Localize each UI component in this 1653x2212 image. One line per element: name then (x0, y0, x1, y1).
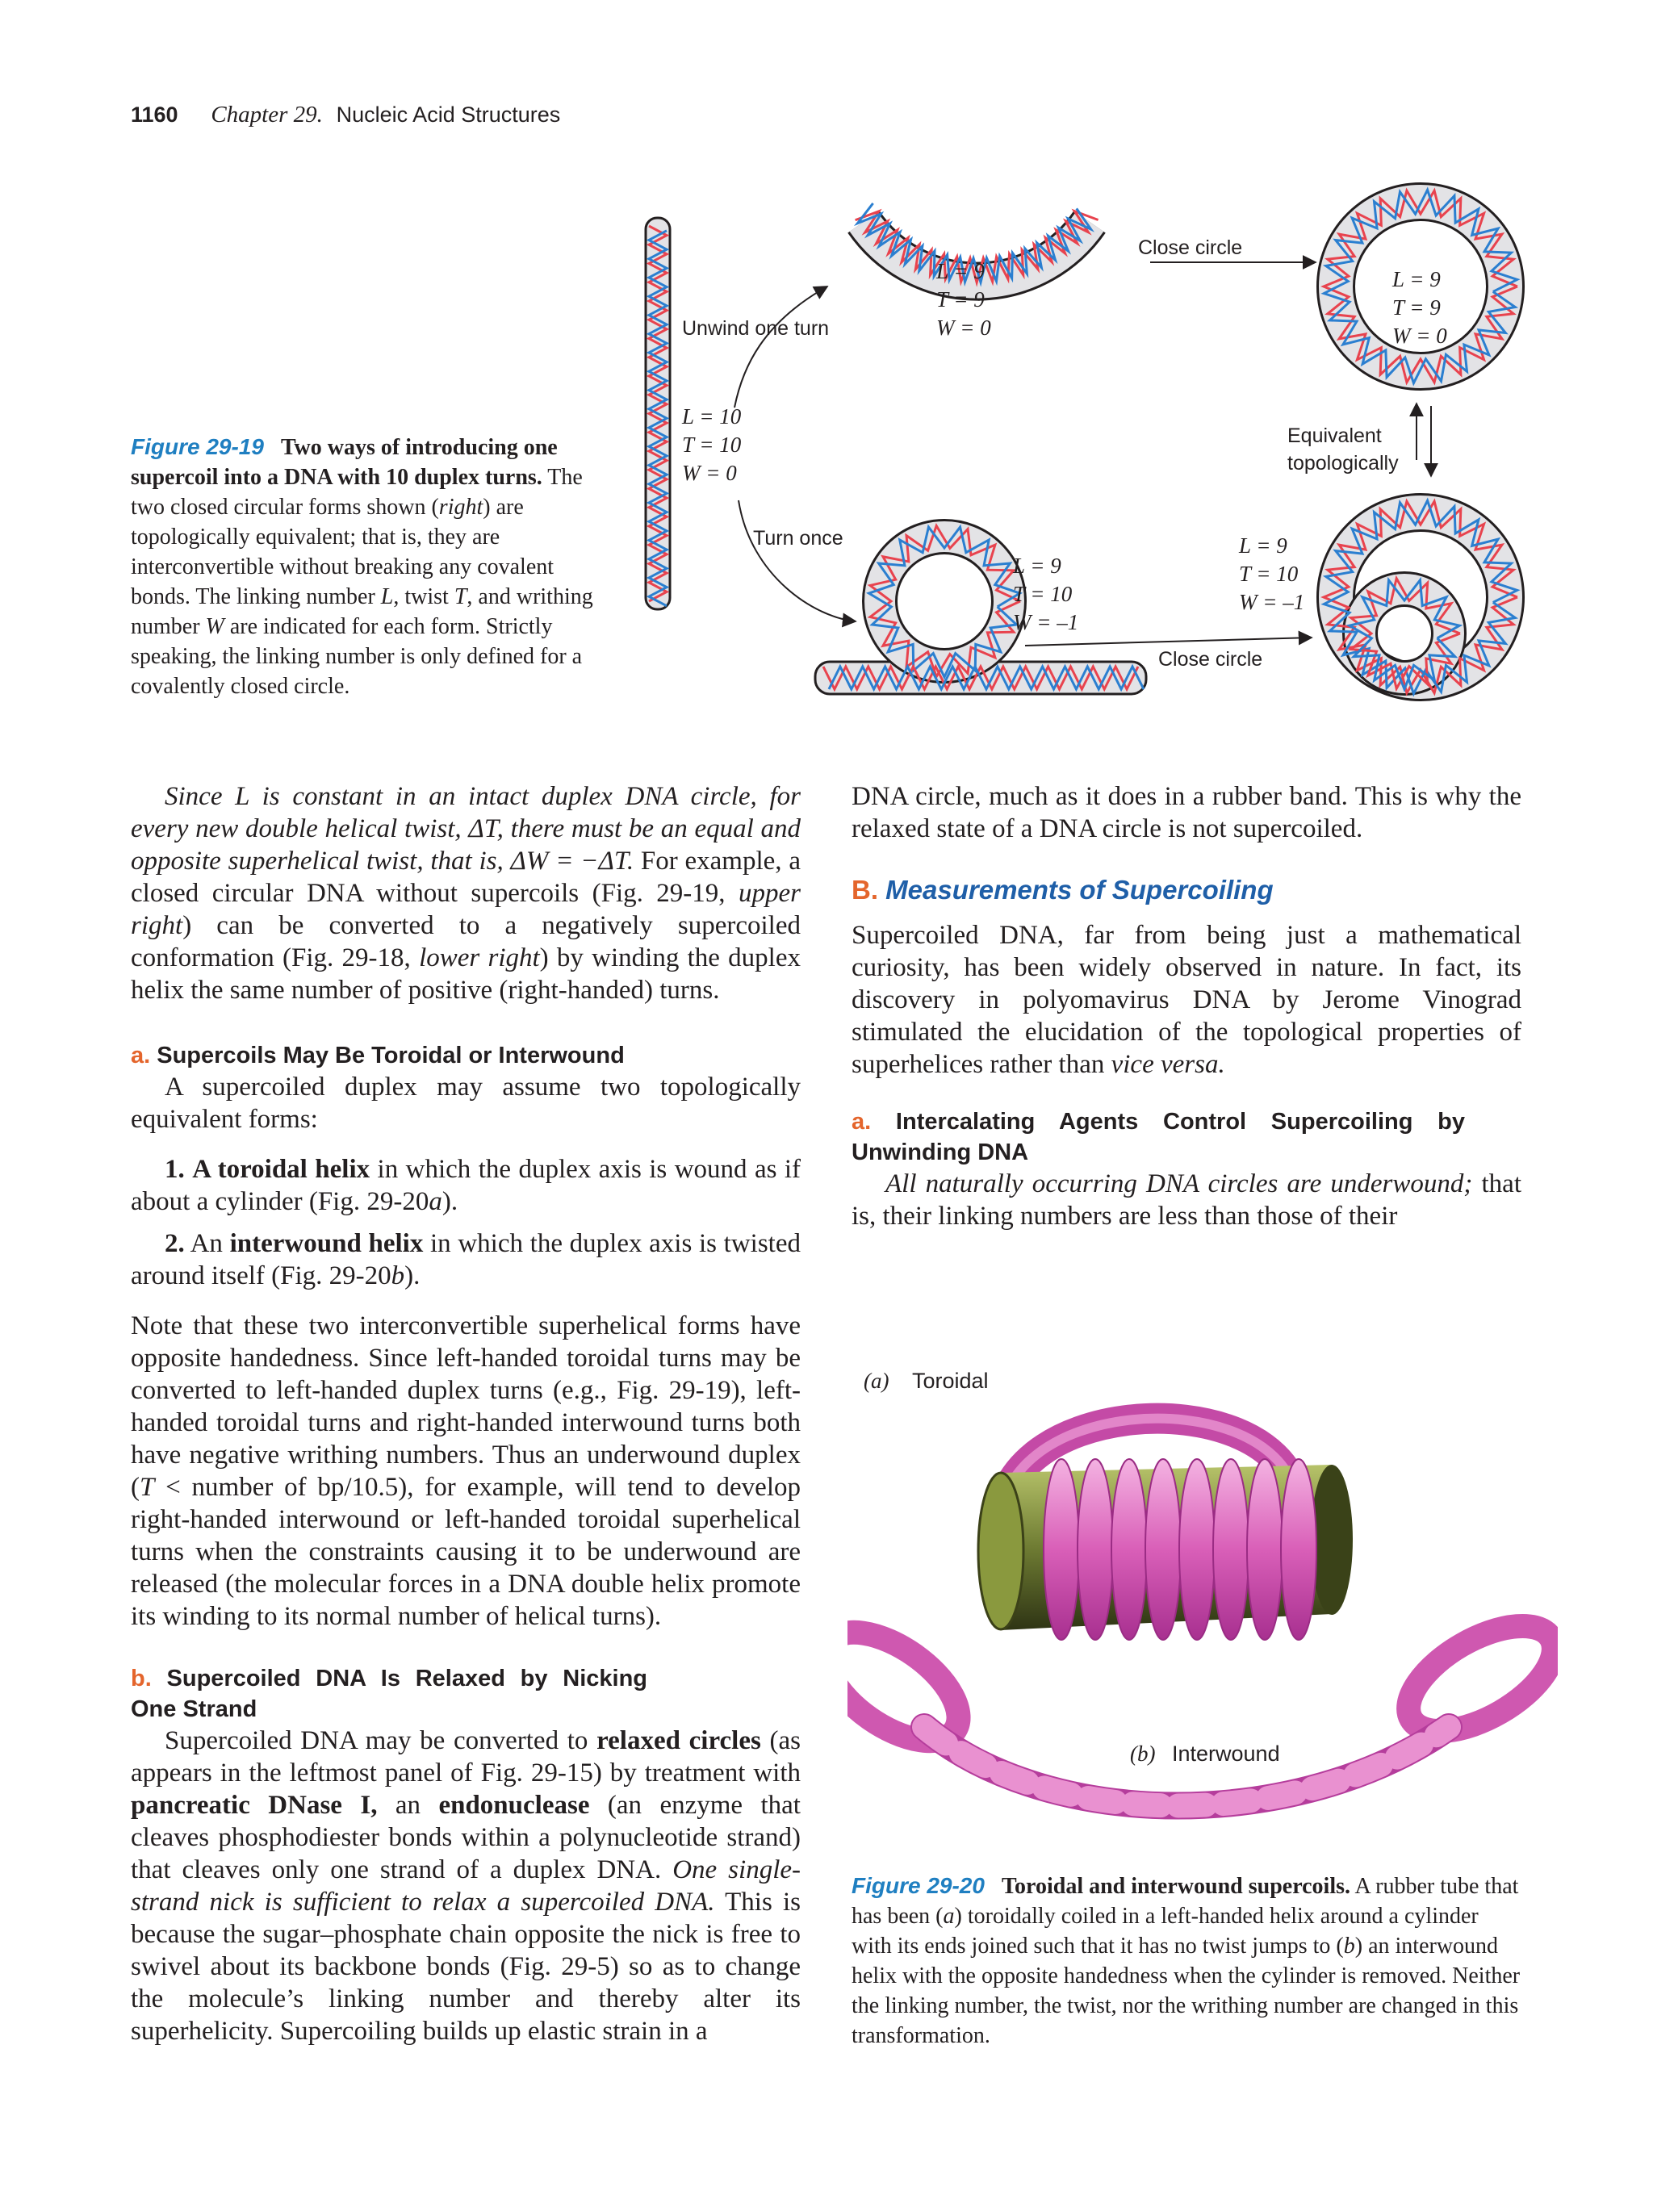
caption-italic: T (454, 584, 467, 609)
bold-term: pancreatic DNase I, (131, 1791, 378, 1820)
heading-text: Supercoiled DNA Is Relaxed by Nicking One Strand (131, 1666, 647, 1722)
text: in which the duplex axis is twisted around itself (Fig. 29-20 (131, 1229, 801, 1290)
emphasis: One single-strand nick is sufficient to relax a supercoiled DNA. (131, 1855, 801, 1917)
emphasis: a (429, 1187, 442, 1216)
subsection-heading-b (131, 1663, 647, 1725)
page-number: 1160 (131, 102, 178, 127)
subsection-heading-a (131, 1040, 801, 1071)
caption-text: A rubber tube that has been ( (852, 1874, 1519, 1929)
supercoiled-T: T = 10 (1239, 562, 1299, 586)
emphasis: b (391, 1261, 405, 1290)
figure-29-20-caption-title: Toroidal and interwound supercoils. (1001, 1874, 1350, 1899)
cylinder-end-left (978, 1473, 1023, 1629)
emphasis: upper right (131, 879, 801, 940)
paragraph: A supercoiled duplex may assume two topologically equivalent forms: (131, 1073, 801, 1134)
bold-term: A toroidal helix (192, 1155, 370, 1184)
paragraph (131, 1725, 801, 2047)
caption-text: , twist (393, 584, 454, 609)
unwound-W: W = 0 (936, 316, 991, 340)
toroidal-coil (1281, 1459, 1316, 1640)
toroidal-coil (1111, 1459, 1147, 1640)
emphasis: All naturally occurring DNA circles are underwound; (885, 1169, 1473, 1198)
heading-marker: b. (131, 1666, 152, 1691)
heading-marker: B. (852, 875, 878, 905)
heading-marker: a. (852, 1109, 872, 1135)
caption-text: The two closed circular forms shown ( (131, 465, 583, 520)
straight-T: T = 10 (682, 433, 742, 457)
figure-29-19-caption (131, 432, 615, 701)
paragraph: DNA circle, much as it does in a rubber band. This is why the relaxed state of a DNA circle is not supercoiled. (852, 782, 1521, 843)
close-circle-top-label: Close circle (1138, 236, 1243, 259)
bold-term: interwound helix (229, 1229, 424, 1258)
figure-29-20-illustration (847, 1348, 1558, 1864)
text: ) can be converted to a negatively supercoiled conformation (Fig. 29-18, (131, 911, 801, 972)
text: that is, their linking numbers are less than those of their (852, 1169, 1521, 1231)
figure-tag-a (864, 1369, 989, 1393)
emphasis: lower right (419, 943, 540, 972)
tag-b-letter: (b) (1130, 1742, 1156, 1766)
heading-marker: a. (131, 1043, 151, 1068)
text: in which the duplex axis is wound as if about a cylinder (Fig. 29-20 (131, 1155, 801, 1216)
turn-once-label: Turn once (753, 527, 843, 550)
unwound-L: L = 9 (936, 259, 985, 283)
caption-italic: W (205, 614, 224, 639)
caption-text: ) an interwound helix with the opposite handedness when the cylinder is removed. Neither the linking number, the twist, nor the writhing number are changed in this transformation. (852, 1934, 1521, 2048)
turn-once-arrow (739, 500, 856, 621)
paragraph (131, 1310, 801, 1633)
figure-29-19-diagram (621, 182, 1550, 706)
relaxed-T: T = 9 (1392, 295, 1441, 320)
close-circle-bottom-label: Close circle (1158, 648, 1263, 671)
list-number: 1. (165, 1155, 185, 1184)
figure-29-19-caption-title: Two ways of introducing one supercoil into a DNA with 10 duplex turns. (131, 435, 558, 490)
toroidal-model (978, 1419, 1353, 1640)
unwind-label: Unwind one turn (682, 317, 830, 340)
toroidal-coil (1044, 1459, 1079, 1640)
text: An (184, 1229, 230, 1258)
looped-L: L = 9 (1013, 554, 1061, 578)
figure-tag-b (1130, 1742, 1280, 1766)
heading-text: Measurements of Supercoiling (885, 875, 1274, 905)
list-item-1 (131, 1153, 801, 1218)
section-heading-B (852, 874, 1521, 906)
unwound-T: T = 9 (936, 287, 985, 312)
paragraph (131, 780, 801, 1006)
helix-strands (649, 190, 1517, 693)
supercoiled-L: L = 9 (1239, 533, 1287, 558)
list-number: 2. (165, 1229, 185, 1258)
looped-W: W = –1 (1013, 610, 1079, 634)
toroidal-coil (1078, 1459, 1113, 1640)
figure-29-19-label: Figure 29-19 (131, 434, 264, 459)
text: Note that these two interconvertible superhelical forms have opposite handedness. Since left-handed toroidal turns may be converted to left-handed duplex turns (e.g., Fig. 29-19), left-handed toroidal turns and right-handed interwound turns both have negative writhing numbers. Thus an underwound duplex ( (131, 1311, 801, 1502)
text: Supercoiled DNA may be converted to (165, 1726, 597, 1755)
running-head (131, 102, 560, 128)
text: ) by winding the duplex helix the same number of positive (right-handed) turns. (131, 943, 801, 1005)
close-circle-bottom-arrow (1025, 638, 1312, 646)
chapter-label: Chapter 29. (211, 102, 323, 128)
relaxed-W: W = 0 (1392, 324, 1447, 348)
paragraph (852, 1168, 1521, 1232)
bold-term: relaxed circles (596, 1726, 761, 1755)
left-column (131, 780, 801, 2047)
heading-text: Intercalating Agents Control Supercoiling by Unwinding DNA (852, 1109, 1465, 1165)
text: For example, a closed circular DNA without supercoils (Fig. 29-19, (131, 847, 801, 908)
heading-text: Supercoils May Be Toroidal or Interwound (157, 1043, 625, 1068)
emphasis: T (140, 1473, 155, 1502)
caption-text: are indicated for each form. Strictly speaking, the linking number is only defined for a covalently closed circle. (131, 614, 583, 699)
emphasis: vice versa. (1111, 1050, 1225, 1079)
chapter-title: Nucleic Acid Structures (336, 102, 561, 127)
caption-italic: right (438, 495, 483, 520)
emphasis: Since L is constant in an intact duplex DNA circle, for every new double helical twist, ΔT, there must be an equal and opposite superhelical twist, that is, ΔW = −ΔT. (131, 782, 801, 876)
topologically-label: topologically (1287, 452, 1399, 475)
toroidal-coil (1247, 1459, 1283, 1640)
unwind-arrow (734, 286, 827, 408)
text: < number of bp/10.5), for example, will tend to develop right-handed interwound or left-handed toroidal superhelical turns when the constraints causing it to be underwound are released (the molecular forces in a DNA double helix promote its winding to its normal number of helical turns). (131, 1473, 801, 1631)
bold-term: endonuclease (438, 1791, 590, 1820)
caption-text: , and writhing number (131, 584, 593, 639)
text: an (377, 1791, 439, 1820)
paragraph (852, 919, 1521, 1081)
equivalent-label: Equivalent (1287, 424, 1382, 447)
subsection-heading-a (852, 1106, 1465, 1168)
toroidal-coil (1179, 1459, 1215, 1640)
text: This is because the sugar–phosphate chain opposite the nick is free to swivel about its backbone bonds (Fig. 29-5) so as to change the molecule’s linking number and thereby alter its superhelicity. Supercoiling builds up elastic strain in a (131, 1888, 801, 2046)
figure-29-20-label: Figure 29-20 (852, 1873, 985, 1898)
toroidal-coil (1213, 1459, 1249, 1640)
caption-italic: b (1343, 1934, 1355, 1959)
supercoiled-W: W = –1 (1239, 590, 1305, 614)
right-column (852, 780, 1521, 1232)
tag-a-letter: (a) (864, 1369, 889, 1393)
tag-a-text: Toroidal (912, 1369, 989, 1393)
list-item-2 (131, 1227, 801, 1292)
caption-italic: a (943, 1904, 955, 1929)
text: (an enzyme that cleaves phosphodiester bonds within a polynucleotide strand) that cleaves only one strand of a duplex DNA. (131, 1791, 801, 1884)
caption-text: ) toroidally coiled in a left-handed helix around a cylinder with its ends joined such that it has no twist jumps to ( (852, 1904, 1479, 1959)
caption-italic: L (380, 584, 394, 609)
text: ). (404, 1261, 421, 1290)
text: ). (441, 1187, 458, 1216)
relaxed-L: L = 9 (1392, 267, 1441, 291)
tag-b-text: Interwound (1172, 1742, 1280, 1766)
figure-29-20-caption (852, 1871, 1521, 2051)
text: Supercoiled DNA, far from being just a mathematical curiosity, has been widely observed in nature. In fact, its discovery in polyomavirus DNA by Jerome Vinograd stimulated the elucidation of the topological properties of superhelices rather than (852, 921, 1521, 1079)
text: (as appears in the leftmost panel of Fig. 29-15) by treatment with (131, 1726, 801, 1788)
looped-T: T = 10 (1013, 582, 1073, 606)
straight-L: L = 10 (682, 404, 742, 429)
straight-W: W = 0 (682, 461, 737, 485)
caption-text: ) are topologically equivalent; that is, they are interconvertible without breaking any covalent bonds. The linking number (131, 495, 554, 609)
toroidal-coil (1145, 1459, 1181, 1640)
